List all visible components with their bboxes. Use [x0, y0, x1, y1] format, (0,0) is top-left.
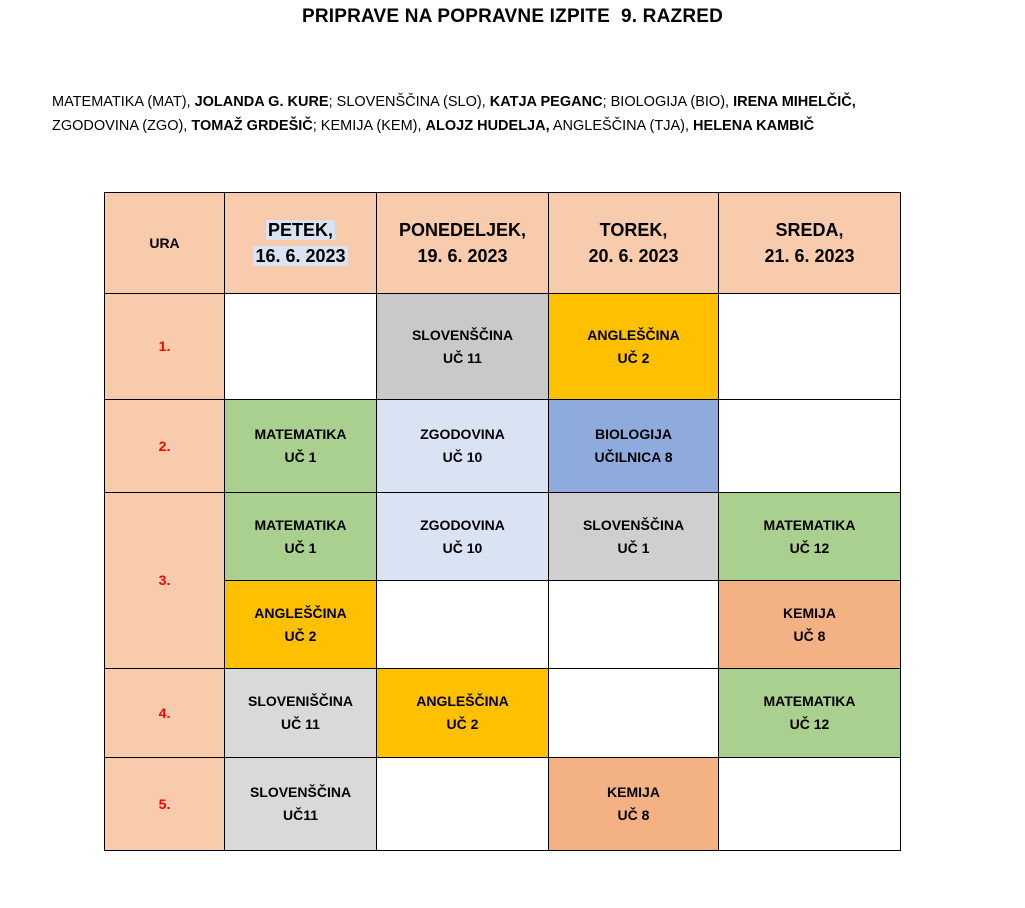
schedule-cell [377, 669, 549, 758]
subject: KEMIJA [607, 784, 660, 800]
empty-cell [719, 400, 901, 493]
teacher-name: HELENA KAMBIČ [693, 118, 815, 134]
teacher-text: ; BIOLOGIJA (BIO), [602, 94, 734, 110]
teacher-name: KATJA PEGANC [489, 94, 603, 110]
subject: ANGLEŠČINA [416, 693, 509, 709]
empty-cell [549, 669, 719, 758]
room: UČ 2 [617, 349, 650, 366]
schedule-cell [225, 400, 377, 493]
subject: BIOLOGIJA [594, 426, 672, 442]
header-row [105, 193, 901, 294]
room: UČ 11 [281, 716, 320, 732]
teacher-name: JOLANDA G. KURE [194, 94, 329, 110]
room: UČ 10 [442, 539, 483, 556]
day-name: TOREK, [599, 220, 668, 240]
header-day-tuesday [549, 193, 719, 294]
room: UČ 8 [617, 807, 650, 823]
room: UČ 10 [442, 449, 483, 465]
period-number: 2. [105, 400, 225, 493]
schedule-cell [377, 294, 549, 400]
teacher-text: ; SLOVENŠČINA (SLO), [328, 94, 490, 110]
teacher-text: ZGODOVINA (ZGO), [52, 118, 192, 134]
teacher-name: ALOJZ HUDELJA, [425, 118, 550, 134]
page-title: PRIPRAVE NA POPRAVNE IZPITE 9. RAZRED [301, 6, 724, 27]
subject: MATEMATIKA [254, 516, 347, 533]
schedule-cell [225, 669, 377, 758]
schedule-cell [719, 493, 901, 581]
schedule-cell [377, 493, 549, 581]
period-row-2 [105, 400, 901, 493]
room: UČ 11 [443, 349, 482, 366]
subject: SLOVENŠČINA [249, 784, 352, 800]
teacher-name: IRENA MIHELČIČ, [733, 94, 856, 110]
period-number: 5. [105, 758, 225, 851]
period-row-5 [105, 758, 901, 851]
schedule-cell [549, 294, 719, 400]
subject: ANGLEŠČINA [587, 326, 680, 343]
header-ura: URA [105, 193, 225, 294]
subject: ANGLEŠČINA [254, 604, 347, 621]
subject: SLOVENŠČINA [582, 516, 685, 533]
schedule-cell [377, 400, 549, 493]
teacher-name: TOMAŽ GRDEŠIČ [191, 118, 313, 134]
empty-cell [225, 294, 377, 400]
teacher-text: ANGLEŠČINA (TJA), [549, 118, 694, 134]
room: UČ 1 [617, 539, 650, 556]
period-row-3b [105, 581, 901, 669]
header-day-wednesday [719, 193, 901, 294]
subject: ZGODOVINA [420, 516, 505, 533]
schedule-cell [549, 493, 719, 581]
exam-schedule-table [104, 192, 901, 851]
room: UČ 12 [789, 539, 830, 556]
schedule-cell [549, 400, 719, 493]
subject: MATEMATIKA [254, 426, 347, 442]
room: UČ 2 [446, 716, 479, 732]
room: UČ 8 [793, 627, 826, 644]
day-date: 20. 6. 2023 [588, 246, 679, 266]
period-row-4 [105, 669, 901, 758]
schedule-cell [719, 581, 901, 669]
period-number: 1. [105, 294, 225, 400]
room: UČ 12 [789, 716, 830, 732]
empty-cell [377, 758, 549, 851]
subject: SLOVENIŠČINA [247, 693, 353, 709]
day-name: PONEDELJEK, [398, 220, 527, 240]
subject: SLOVENŠČINA [411, 326, 514, 343]
empty-cell [719, 758, 901, 851]
teacher-text: ; KEMIJA (KEM), [312, 118, 426, 134]
room: UČ 1 [284, 539, 317, 556]
empty-cell [719, 294, 901, 400]
empty-cell [377, 581, 549, 669]
schedule-cell [225, 493, 377, 581]
teacher-list [52, 90, 1012, 138]
teacher-text: MATEMATIKA (MAT), [52, 94, 195, 110]
room: UČILNICA 8 [594, 449, 673, 465]
period-number: 4. [105, 669, 225, 758]
header-day-friday [225, 193, 377, 294]
subject: KEMIJA [783, 604, 836, 621]
schedule-cell [225, 581, 377, 669]
teacher-list-line-2 [52, 114, 1012, 138]
period-row-1 [105, 294, 901, 400]
day-date: 19. 6. 2023 [417, 246, 508, 266]
period-row-3a [105, 493, 901, 581]
schedule-cell [225, 758, 377, 851]
room: UČ 2 [284, 627, 317, 644]
day-date: 16. 6. 2023 [255, 246, 346, 266]
day-date: 21. 6. 2023 [764, 246, 855, 266]
schedule-cell [549, 758, 719, 851]
day-name: SREDA, [775, 220, 844, 240]
schedule-cell [719, 669, 901, 758]
subject: MATEMATIKA [763, 516, 856, 533]
room: UČ 1 [284, 449, 317, 465]
subject: ZGODOVINA [420, 426, 505, 442]
teacher-list-line-1 [52, 90, 1012, 114]
period-number: 3. [105, 493, 225, 669]
day-name: PETEK, [267, 220, 333, 240]
subject: MATEMATIKA [763, 693, 856, 709]
header-day-monday [377, 193, 549, 294]
room: UČ11 [282, 807, 319, 823]
empty-cell [549, 581, 719, 669]
